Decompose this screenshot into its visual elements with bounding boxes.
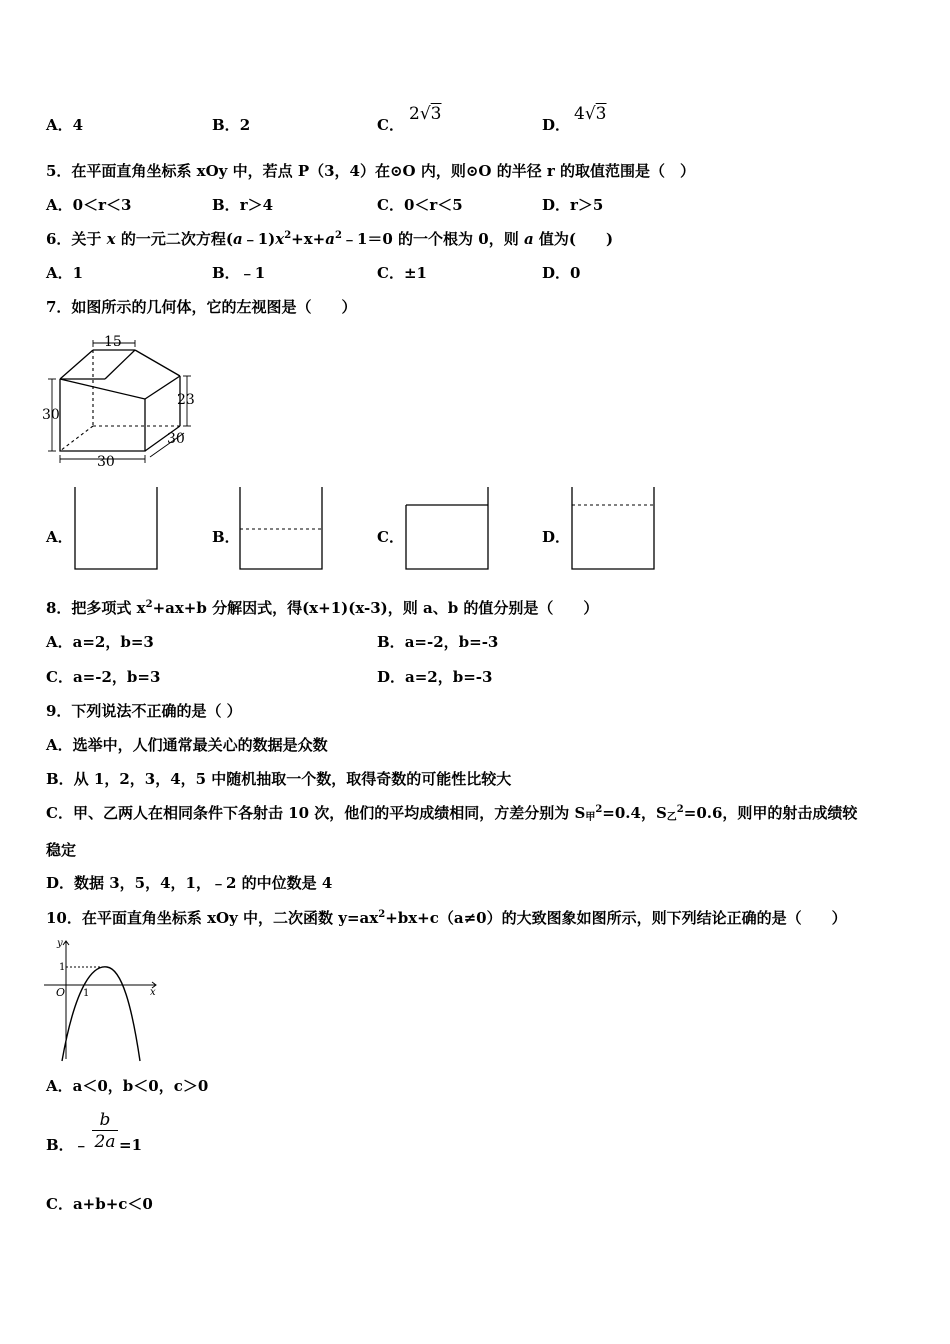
q7-option-a-figure	[74, 487, 158, 571]
q6-option-d: D．0	[542, 264, 581, 282]
q7-option-a-label: A．	[46, 528, 73, 546]
q5-option-b: B．r＞4	[212, 196, 274, 214]
q7-option-b-label: B．	[212, 528, 240, 546]
q5-option-d: D．r＞5	[542, 196, 604, 214]
q10-option-a: A．a＜0，b＜0，c＞0	[46, 1077, 209, 1095]
q9-option-c-cont: 稳定	[46, 841, 77, 859]
q10-option-b-eq: =1	[119, 1136, 143, 1154]
q10-option-b: B．﹣	[46, 1136, 89, 1154]
q9-stem: 9．下列说法不正确的是（ ）	[46, 702, 242, 720]
y-axis-label: y	[57, 938, 63, 949]
q9-option-d: D．数据 3，5，4，1，﹣2 的中位数是 4	[46, 874, 333, 892]
q7-option-d-label: D．	[542, 528, 571, 546]
q4-option-c-value: 2√3	[409, 104, 442, 124]
x-one-label: 1	[83, 988, 90, 999]
q8-option-a: A．a=2，b=3	[46, 633, 154, 651]
y-one-label: 1	[59, 962, 66, 973]
q8-option-b: B．a=-2，b=-3	[377, 633, 499, 651]
q7-option-c-label: C．	[377, 528, 404, 546]
q6-stem: 6．关于 x 的一元二次方程$(a﹣1)x^2+x+a^2﹣1=0$ 的一个根为 0，则 a 值为( )	[46, 230, 614, 248]
q6-option-c: C．±1	[377, 264, 427, 282]
q8-stem: 8．把多项式 $x^2+ax+b$ 分解因式，得(x+1)(x-3)，则 a、b 的值分别是（ ）	[46, 599, 599, 617]
q7-stem: 7．如图所示的几何体，它的左视图是（ ）	[46, 298, 357, 316]
parabola-curve	[62, 967, 140, 1061]
q5-stem: 5．在平面直角坐标系 xOy 中，若点 P（3，4）在⊙O 内，则⊙O 的半径 r 的取值范围是（ ）	[46, 162, 696, 180]
q7-solid-figure	[40, 333, 200, 468]
q9-option-c: C．甲、乙两人在相同条件下各射击 10 次，他们的平均成绩相同，方差分别为 $S_甲^2=0.4$，$S_乙^2=0.6$，则甲的射击成绩较	[46, 804, 858, 823]
q10-option-b-fraction: $\frac{b}{2a}$	[92, 1110, 118, 1153]
x-axis-label: x	[150, 987, 156, 998]
q4-option-a: A．4	[46, 116, 84, 134]
q4-option-b: B．2	[212, 116, 251, 134]
sqrt-sign-icon: √	[419, 104, 431, 124]
q7-option-c-figure	[405, 487, 489, 571]
q7-option-b-figure	[239, 487, 323, 571]
q4-option-d-value: 4√3	[574, 104, 607, 124]
origin-label: O	[56, 986, 66, 999]
q10-option-c: C．a+b+c＜0	[46, 1195, 153, 1213]
dim-depth-label: 30	[167, 431, 185, 447]
q9-option-a: A．选举中，人们通常最关心的数据是众数	[46, 736, 328, 754]
dim-right-label: 23	[177, 392, 195, 408]
q10-parabola-graph	[42, 937, 167, 1062]
q10-stem: 10．在平面直角坐标系 xOy 中，二次函数 $y=ax^2+bx+c(a\ne 0)$的大致图象如图所示，则下列结论正确的是（ ）	[46, 909, 847, 927]
q5-option-a: A．0＜r＜3	[46, 196, 132, 214]
sqrt-sign-icon: √	[584, 104, 596, 124]
q8-option-c: C．a=-2，b=3	[46, 668, 161, 686]
dim-bottom-label: 30	[97, 454, 115, 470]
q4-option-c: C．	[377, 116, 404, 134]
q9-option-b: B．从 1，2，3，4，5 中随机抽取一个数，取得奇数的可能性比较大	[46, 770, 512, 788]
q6-option-b: B．﹣1	[212, 264, 266, 282]
q6-option-a: A．1	[46, 264, 84, 282]
q5-option-c: C．0＜r＜5	[377, 196, 463, 214]
q7-option-d-figure	[571, 487, 655, 571]
dim-left-label: 30	[42, 407, 60, 423]
q8-option-d: D．a=2，b=-3	[377, 668, 493, 686]
dim-top-label: 15	[104, 334, 122, 350]
q4-option-d: D．	[542, 116, 571, 134]
